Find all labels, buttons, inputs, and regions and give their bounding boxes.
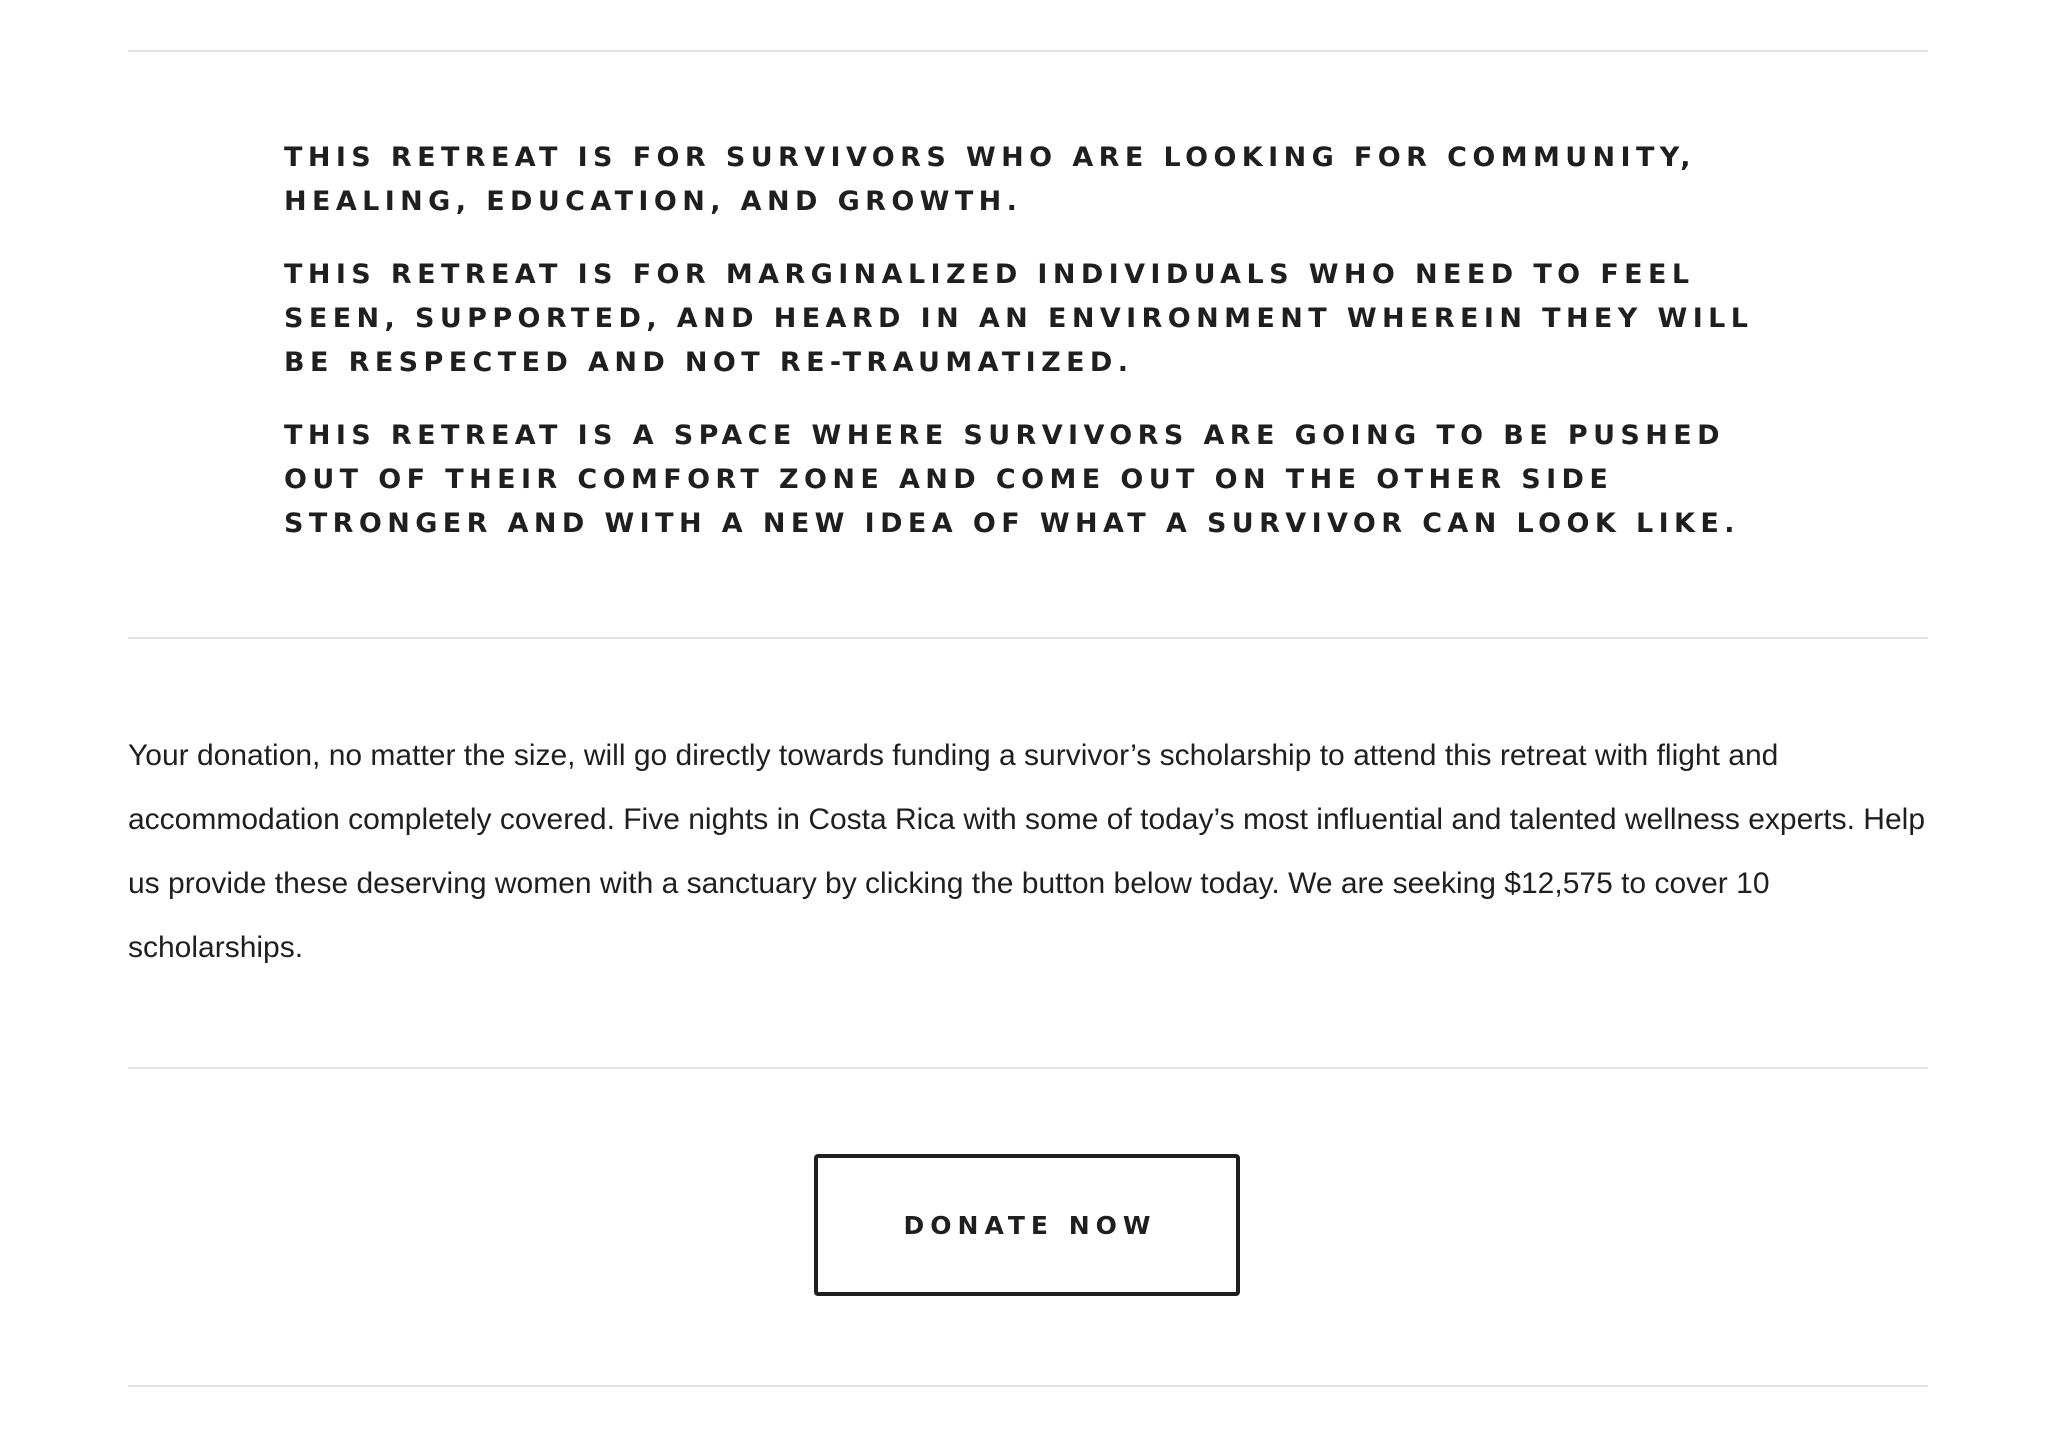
statement-marginalized: THIS RETREAT IS FOR MARGINALIZED INDIVIDUALS WHO NEED TO FEEL SEEN, SUPPORTED, AND HEARD IN AN ENVIRONMENT WHEREIN THEY WILL BE RESPECTED AND NOT RE-TRAUMATIZED. — [284, 259, 1754, 378]
divider-before-button — [128, 1067, 1928, 1069]
page-content — [128, 0, 1928, 1447]
donate-now-button[interactable] — [814, 1154, 1240, 1296]
donation-description: Your donation, no matter the size, will go directly towards funding a survivor’s scholarship to attend this retreat with flight and accommodation completely covered. Five nights in Costa Rica with some of today’s most influential and talented wellness experts. Help us provide these deserving women with a sanctuary by clicking the button below today. We are seeking $12,575 to cover 10 scholarships. — [128, 739, 1925, 964]
statement-community: THIS RETREAT IS FOR SURVIVORS WHO ARE LOOKING FOR COMMUNITY, HEALING, EDUCATION, AND GROWTH. — [284, 142, 1696, 217]
statement-comfort-zone: THIS RETREAT IS A SPACE WHERE SURVIVORS ARE GOING TO BE PUSHED OUT OF THEIR COMFORT ZONE AND COME OUT ON THE OTHER SIDE STRONGER AND WITH A NEW IDEA OF WHAT A SURVIVOR CAN LOOK LIKE. — [284, 420, 1740, 539]
retreat-statements — [284, 136, 1804, 575]
donate-now-label: DONATE NOW — [903, 1210, 1157, 1240]
divider-top — [128, 50, 1928, 52]
divider-after-statements — [128, 637, 1928, 639]
divider-bottom — [128, 1385, 1928, 1387]
